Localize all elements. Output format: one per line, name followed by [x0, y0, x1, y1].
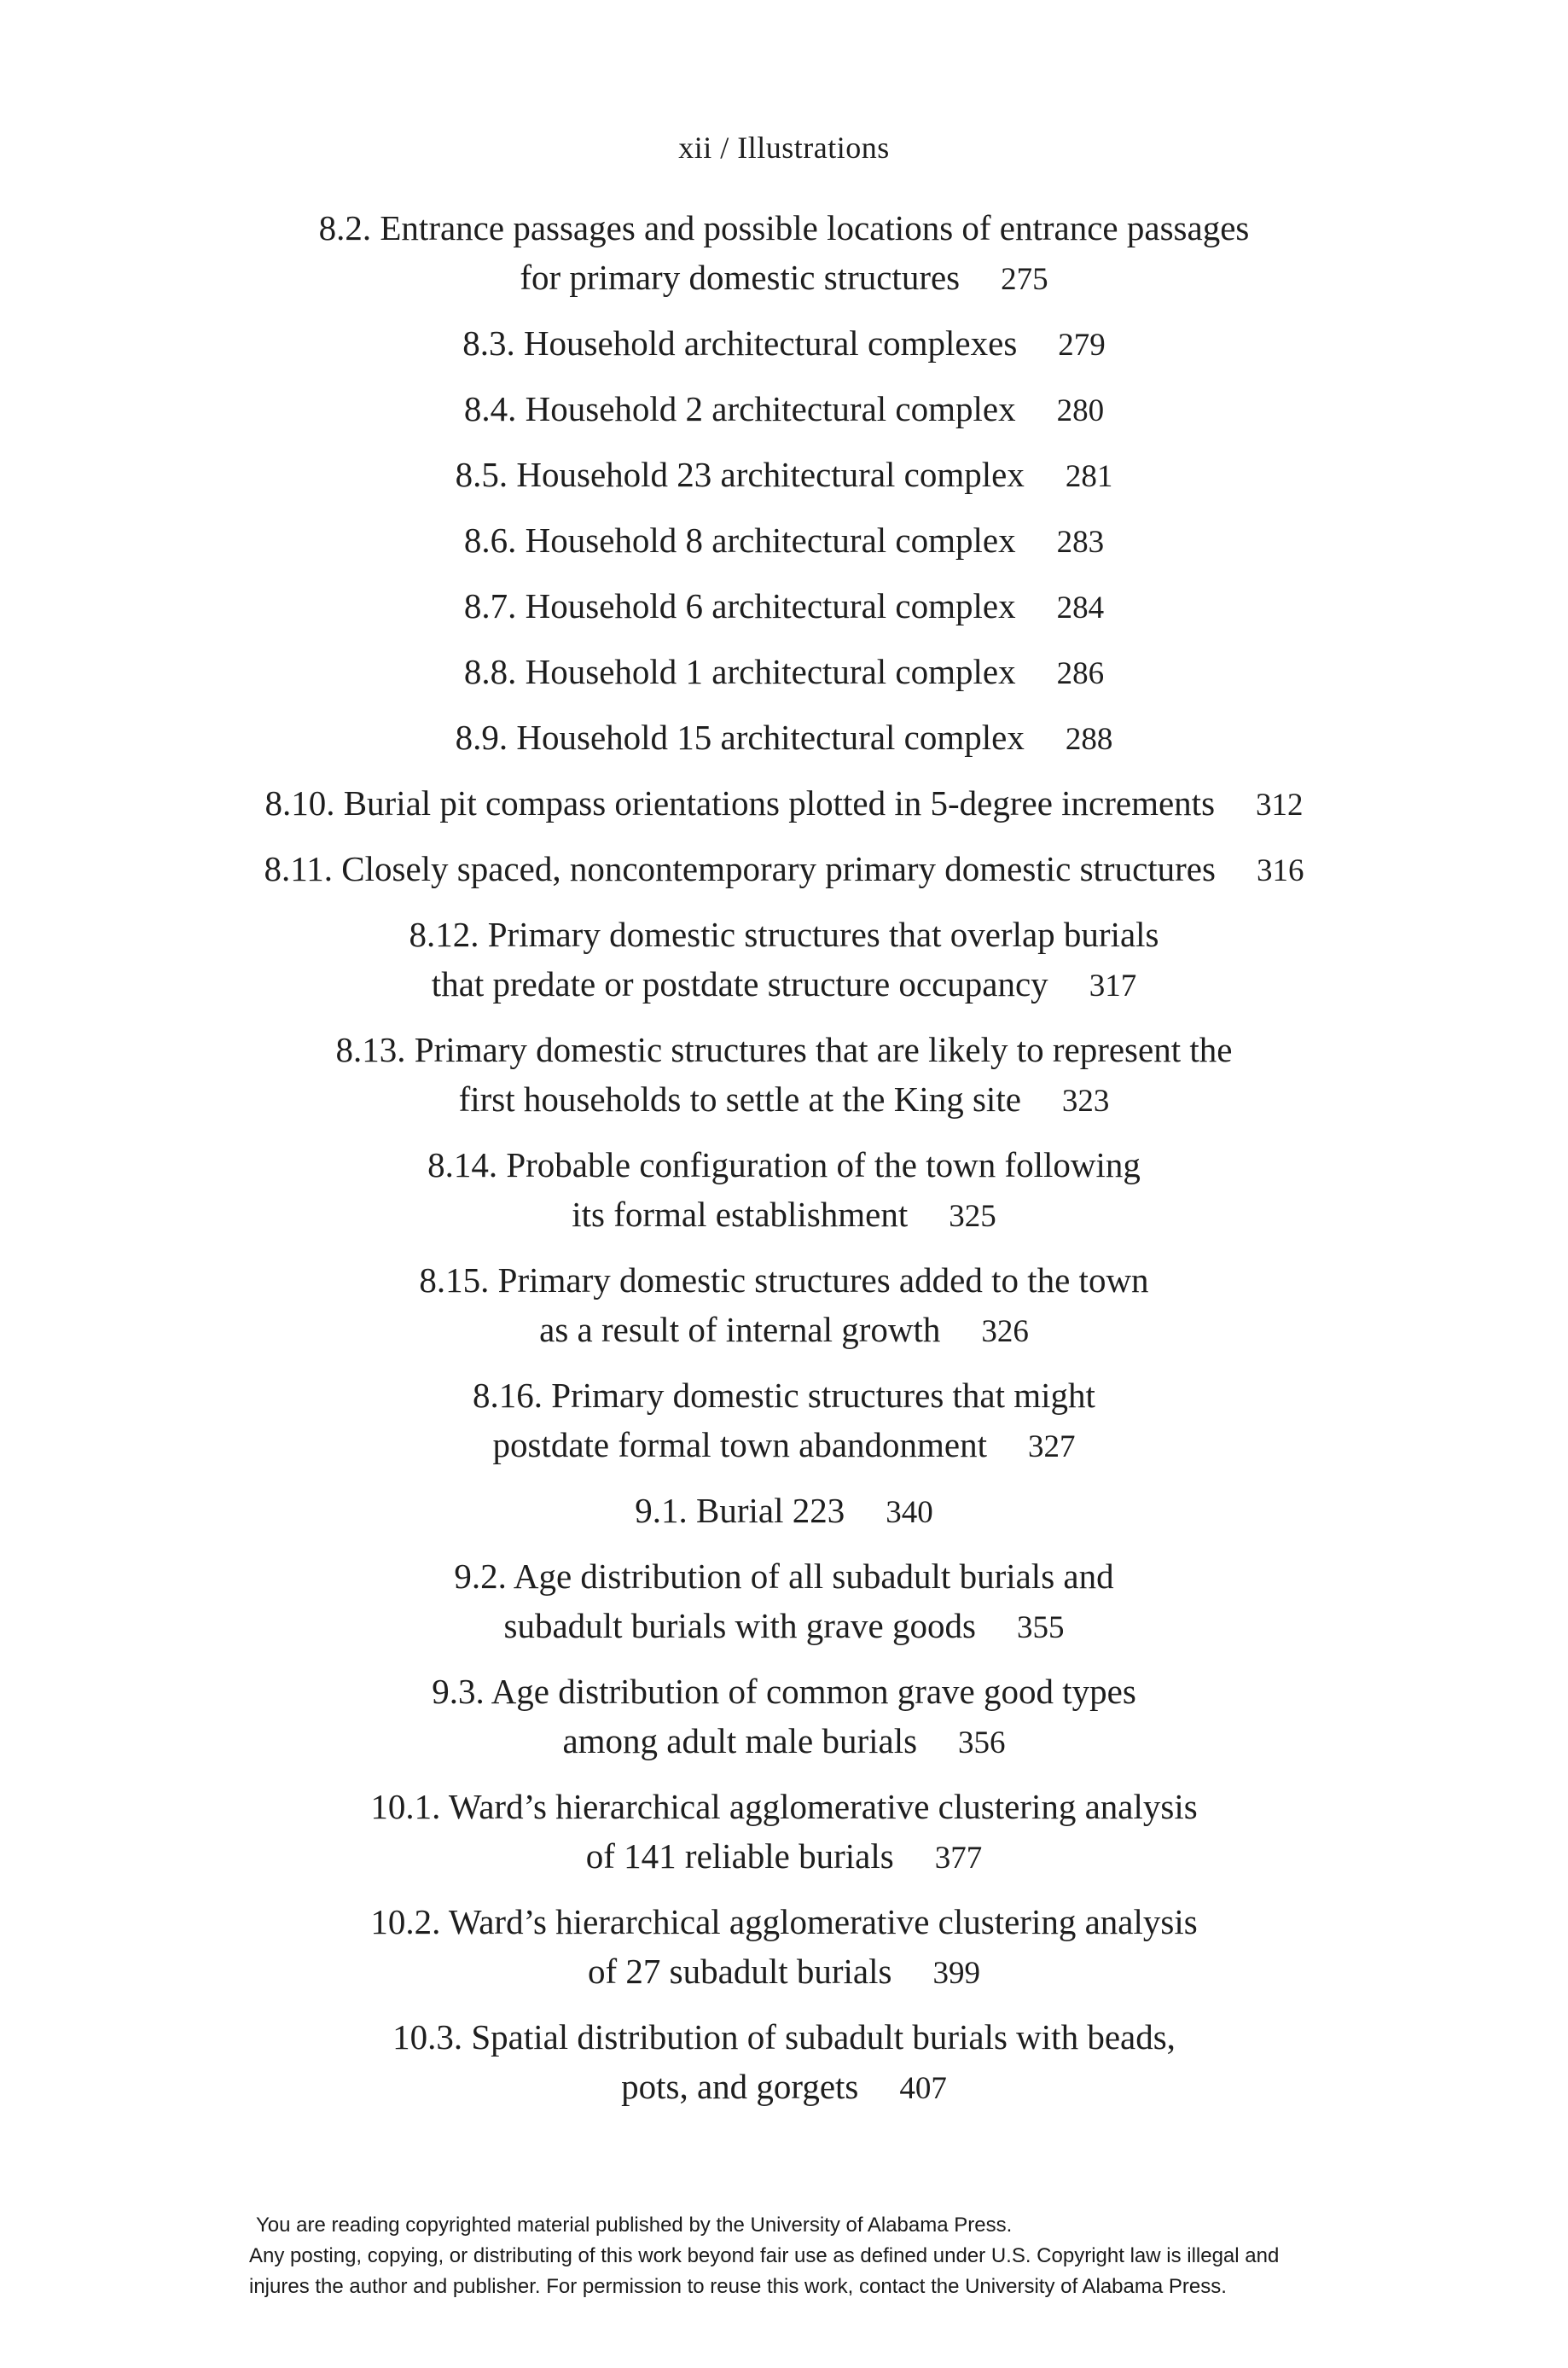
illustration-entry-line — [0, 1305, 1568, 1357]
illustration-entry-line — [0, 1420, 1568, 1472]
illustration-page-number: 356 — [958, 1725, 1006, 1760]
illustration-page-number: 399 — [932, 1956, 980, 1991]
illustration-caption: 8.11. Closely spaced, noncontemporary primary domestic structures — [264, 849, 1216, 888]
illustration-entry-line — [0, 450, 1568, 502]
illustration-entry-line — [0, 2062, 1568, 2114]
illustration-caption: its formal establishment — [572, 1195, 909, 1234]
illustration-entry-line — [0, 1074, 1568, 1126]
illustration-entry-line — [0, 1370, 1568, 1420]
illustration-caption: 8.5. Household 23 architectural complex — [455, 455, 1025, 494]
illustration-entry — [0, 1370, 1568, 1472]
illustration-page-number: 316 — [1256, 853, 1304, 888]
illustration-entry — [0, 2012, 1568, 2114]
illustration-page-number: 323 — [1061, 1084, 1110, 1119]
illustration-page-number: 377 — [934, 1841, 983, 1876]
illustration-entry-line — [0, 1831, 1568, 1883]
illustration-caption: as a result of internal growth — [539, 1310, 941, 1349]
illustration-entry-line — [0, 844, 1568, 896]
illustration-page-number: 275 — [1001, 262, 1048, 297]
illustration-entry-line — [0, 1140, 1568, 1190]
illustration-page-number: 283 — [1056, 525, 1105, 560]
running-head: xii / Illustrations — [678, 131, 890, 165]
illustration-caption: of 141 reliable burials — [585, 1836, 894, 1876]
illustration-entry-line — [0, 778, 1568, 830]
illustration-entry-line — [0, 384, 1568, 436]
illustration-entry — [0, 1551, 1568, 1653]
illustration-caption: 8.2. Entrance passages and possible locations of entrance passages — [318, 208, 1250, 247]
illustration-caption: 8.4. Household 2 architectural complex — [463, 389, 1016, 428]
illustration-caption: 8.15. Primary domestic structures added to the town — [419, 1260, 1149, 1300]
illustration-entry-line — [0, 253, 1568, 305]
illustration-page-number: 325 — [949, 1199, 996, 1234]
illustration-entry-line — [0, 1601, 1568, 1653]
illustration-caption: 8.6. Household 8 architectural complex — [463, 521, 1016, 560]
illustration-entry — [0, 647, 1568, 699]
illustration-caption: of 27 subadult burials — [588, 1952, 892, 1991]
illustration-caption: postdate formal town abandonment — [492, 1425, 988, 1464]
illustration-entry-line — [0, 1782, 1568, 1831]
illustration-entry — [0, 713, 1568, 765]
illustration-entry — [0, 1025, 1568, 1126]
illustrations-list — [0, 203, 1568, 2127]
illustration-entry — [0, 778, 1568, 830]
illustration-entry-line — [0, 581, 1568, 633]
copyright-notice — [249, 2210, 1443, 2302]
illustration-entry — [0, 318, 1568, 370]
illustration-entry — [0, 1486, 1568, 1538]
illustration-entry-line — [0, 959, 1568, 1011]
illustration-caption: 8.10. Burial pit compass orientations plotted in 5-degree increments — [264, 783, 1216, 823]
illustration-caption: 10.3. Spatial distribution of subadult burials with beads, — [392, 2017, 1176, 2057]
copyright-line-1: You are reading copyrighted material published by the University of Alabama Press. — [256, 2214, 1013, 2237]
illustration-caption: subadult burials with grave goods — [503, 1606, 976, 1645]
illustration-caption: 8.12. Primary domestic structures that overlap burials — [409, 915, 1159, 954]
illustration-page-number: 407 — [899, 2071, 947, 2106]
illustration-entry-line — [0, 515, 1568, 567]
copyright-line-2: Any posting, copying, or distributing of this work beyond fair use as defined under U.S. Copyright law is illegal and — [249, 2244, 1280, 2267]
illustration-page-number: 286 — [1056, 656, 1105, 691]
illustration-entry — [0, 910, 1568, 1011]
illustration-entry — [0, 384, 1568, 436]
illustration-entry — [0, 450, 1568, 502]
illustration-caption: 10.2. Ward’s hierarchical agglomerative clustering analysis — [370, 1902, 1198, 1941]
illustration-caption: 8.3. Household architectural complexes — [462, 323, 1018, 363]
illustration-entry — [0, 1140, 1568, 1242]
illustration-caption: 8.7. Household 6 architectural complex — [463, 586, 1016, 625]
illustration-page-number: 280 — [1056, 393, 1105, 428]
illustration-page-number: 327 — [1028, 1429, 1076, 1464]
illustration-caption: pots, and gorgets — [621, 2067, 859, 2106]
illustration-entry-line — [0, 318, 1568, 370]
illustration-entry-line — [0, 2012, 1568, 2062]
illustration-entry-line — [0, 1025, 1568, 1074]
illustration-caption: 8.14. Probable configuration of the town following — [427, 1145, 1141, 1184]
illustration-caption: 9.2. Age distribution of all subadult burials and — [454, 1556, 1114, 1596]
illustration-entry-line — [0, 1716, 1568, 1768]
illustration-caption: 8.16. Primary domestic structures that might — [473, 1376, 1095, 1415]
illustration-entry-line — [0, 1551, 1568, 1601]
illustration-entry-line — [0, 647, 1568, 699]
illustration-page-number: 317 — [1089, 969, 1137, 1004]
illustration-entry-line — [0, 1667, 1568, 1716]
illustration-entry — [0, 203, 1568, 305]
illustration-caption: first households to settle at the King site — [458, 1079, 1021, 1119]
illustration-page-number: 284 — [1056, 591, 1105, 625]
illustration-entry — [0, 1255, 1568, 1357]
illustration-entry — [0, 515, 1568, 567]
illustration-page-number: 279 — [1058, 328, 1106, 363]
illustration-entry-line — [0, 1897, 1568, 1946]
illustration-entry-line — [0, 1255, 1568, 1305]
illustration-caption: 9.3. Age distribution of common grave good types — [432, 1672, 1136, 1711]
illustration-entry-line — [0, 1946, 1568, 1999]
illustration-entry-line — [0, 713, 1568, 765]
illustration-caption: 8.9. Household 15 architectural complex — [455, 718, 1025, 757]
illustration-page-number: 326 — [981, 1314, 1029, 1349]
illustration-caption: that predate or postdate structure occupancy — [431, 964, 1048, 1004]
illustration-page-number: 355 — [1016, 1610, 1065, 1645]
illustration-entry-line — [0, 1190, 1568, 1242]
illustration-caption: 8.13. Primary domestic structures that are likely to represent the — [335, 1030, 1233, 1069]
illustration-entry — [0, 1782, 1568, 1883]
illustration-caption: 10.1. Ward’s hierarchical agglomerative clustering analysis — [370, 1787, 1198, 1826]
illustration-entry-line — [0, 1486, 1568, 1538]
illustration-entry — [0, 1667, 1568, 1768]
illustration-caption: 8.8. Household 1 architectural complex — [463, 652, 1016, 691]
copyright-line-3: injures the author and publisher. For permission to reuse this work, contact the University of Alabama Press. — [249, 2275, 1227, 2298]
illustration-entry — [0, 844, 1568, 896]
illustration-page-number: 312 — [1256, 788, 1304, 823]
illustration-entry-line — [0, 910, 1568, 959]
illustration-page-number: 281 — [1065, 459, 1113, 494]
illustration-caption: among adult male burials — [562, 1721, 918, 1760]
illustration-page-number: 340 — [886, 1495, 933, 1530]
illustration-caption: 9.1. Burial 223 — [635, 1491, 845, 1530]
illustration-caption: for primary domestic structures — [520, 258, 961, 297]
illustration-entry — [0, 581, 1568, 633]
illustration-entry — [0, 1897, 1568, 1999]
illustration-entry-line — [0, 203, 1568, 253]
illustration-page-number: 288 — [1065, 722, 1113, 757]
